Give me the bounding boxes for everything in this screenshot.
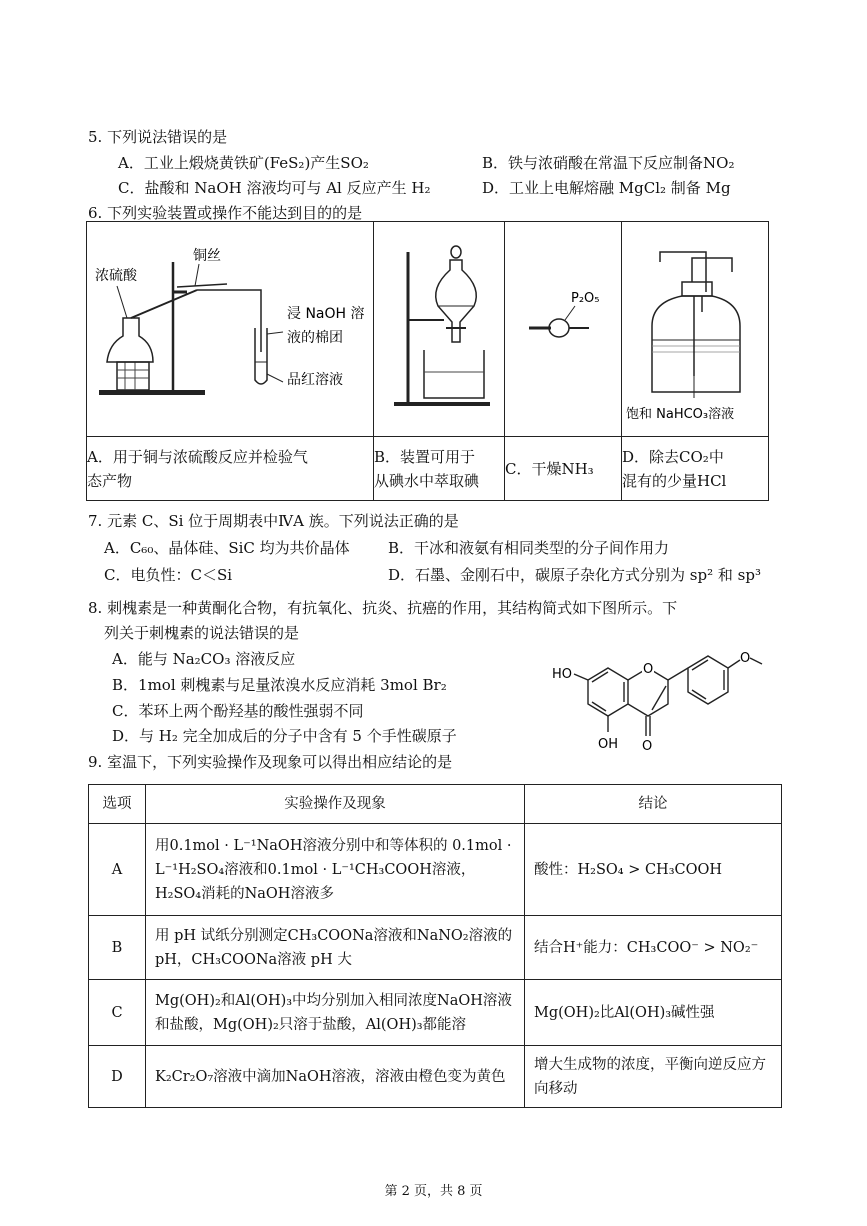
label-naoh-cotton-1: 浸 NaOH 溶 bbox=[287, 306, 365, 322]
label-nahco3: 饱和 NaHCO₃溶液 bbox=[626, 407, 735, 422]
q6-apparatus-table bbox=[86, 221, 769, 501]
q7-option-d: D．石墨、金刚石中，碳原子杂化方式分别为 sp² 和 sp³ bbox=[388, 566, 761, 584]
page-footer: 第 2 页，共 8 页 bbox=[384, 1184, 483, 1199]
q8-option-b: B．1mol 刺槐素与足量浓溴水反应消耗 3mol Br₂ bbox=[112, 676, 447, 694]
apparatus-b-cell bbox=[374, 222, 505, 437]
table-row bbox=[89, 1046, 782, 1108]
q5-option-d: D．工业上电解熔融 MgCl₂ 制备 Mg bbox=[482, 179, 731, 197]
separatory-funnel-diagram bbox=[374, 222, 504, 432]
header-conclusion: 结论 bbox=[525, 785, 782, 824]
row-conclusion: 增大生成物的浓度，平衡向逆反应方向移动 bbox=[525, 1046, 782, 1108]
gas-washing-bottle-diagram bbox=[622, 222, 768, 432]
row-option: D bbox=[89, 1046, 146, 1108]
label-p2o5: P₂O₅ bbox=[571, 291, 600, 306]
label-oh: OH bbox=[598, 737, 619, 752]
acacetin-structure-diagram bbox=[550, 640, 766, 758]
label-magenta-solution: 品红溶液 bbox=[287, 372, 343, 388]
caption-a: A．用于铜与浓硫酸反应并检验气 态产物 bbox=[87, 437, 374, 501]
q8-option-a: A．能与 Na₂CO₃ 溶液反应 bbox=[112, 650, 296, 668]
header-option: 选项 bbox=[89, 785, 146, 824]
q9-stem: 9. 室温下，下列实验操作及现象可以得出相应结论的是 bbox=[88, 753, 453, 771]
q7-stem: 7. 元素 C、Si 位于周期表中ⅣA 族。下列说法正确的是 bbox=[88, 512, 459, 530]
row-operation: 用 pH 试纸分别测定CH₃COONa溶液和NaNO₂溶液的 pH，CH₃COONa溶液 pH 大 bbox=[146, 916, 525, 980]
q9-table bbox=[88, 784, 782, 1108]
copper-acid-apparatus-diagram bbox=[87, 222, 373, 432]
q7-option-c: C．电负性：C＜Si bbox=[104, 566, 233, 584]
table-row bbox=[89, 980, 782, 1046]
caption-b: B．装置可用于 从碘水中萃取碘 bbox=[374, 437, 505, 501]
row-conclusion: 酸性：H₂SO₄ > CH₃COOH bbox=[525, 824, 782, 916]
label-methoxy-oxygen: O bbox=[740, 651, 751, 666]
q8-option-d: D．与 H₂ 完全加成后的分子中含有 5 个手性碳原子 bbox=[112, 727, 457, 745]
table-row bbox=[89, 824, 782, 916]
label-keto-oxygen: O bbox=[642, 739, 653, 754]
q5-option-a: A．工业上煅烧黄铁矿(FeS₂)产生SO₂ bbox=[118, 154, 369, 172]
label-copper-wire: 铜丝 bbox=[193, 248, 221, 264]
row-option: A bbox=[89, 824, 146, 916]
q5-option-c: C．盐酸和 NaOH 溶液均可与 Al 反应产生 H₂ bbox=[118, 179, 431, 197]
header-operation: 实验操作及现象 bbox=[146, 785, 525, 824]
label-conc-sulfuric-acid: 浓硫酸 bbox=[95, 268, 137, 284]
row-operation: 用0.1mol · L⁻¹NaOH溶液分别中和等体积的 0.1mol · L⁻¹H₂SO₄溶液和0.1mol · L⁻¹CH₃COOH溶液，H₂SO₄消耗的NaOH溶液多 bbox=[146, 824, 525, 916]
q7-option-a: A．C₆₀、晶体硅、SiC 均为共价晶体 bbox=[104, 539, 350, 557]
row-conclusion: Mg(OH)₂比Al(OH)₃碱性强 bbox=[525, 980, 782, 1046]
label-ring-oxygen: O bbox=[643, 662, 654, 677]
q6-stem: 6. 下列实验装置或操作不能达到目的的是 bbox=[88, 204, 363, 222]
caption-d: D．除去CO₂中 混有的少量HCl bbox=[622, 437, 769, 501]
q5-option-b: B．铁与浓硝酸在常温下反应制备NO₂ bbox=[482, 154, 735, 172]
q7-option-b: B．干冰和液氨有相同类型的分子间作用力 bbox=[388, 539, 670, 557]
table-row bbox=[89, 916, 782, 980]
caption-c: C．干燥NH₃ bbox=[505, 437, 622, 501]
q8-stem-line1: 8. 刺槐素是一种黄酮化合物，有抗氧化、抗炎、抗癌的作用，其结构简式如下图所示。下 bbox=[88, 599, 678, 617]
apparatus-c-cell bbox=[505, 222, 622, 437]
drying-tube-diagram bbox=[505, 222, 621, 432]
q8-stem-line2: 列关于刺槐素的说法错误的是 bbox=[104, 624, 300, 642]
q8-option-c: C．苯环上两个酚羟基的酸性强弱不同 bbox=[112, 702, 364, 720]
label-naoh-cotton-2: 液的棉团 bbox=[287, 330, 343, 346]
label-ho: HO bbox=[552, 667, 573, 682]
apparatus-d-cell bbox=[622, 222, 769, 437]
q5-stem: 5. 下列说法错误的是 bbox=[88, 128, 228, 146]
apparatus-a-cell bbox=[87, 222, 374, 437]
row-operation: K₂Cr₂O₇溶液中滴加NaOH溶液，溶液由橙色变为黄色 bbox=[146, 1046, 525, 1108]
row-option: B bbox=[89, 916, 146, 980]
row-conclusion: 结合H⁺能力：CH₃COO⁻ > NO₂⁻ bbox=[525, 916, 782, 980]
row-operation: Mg(OH)₂和Al(OH)₃中均分别加入相同浓度NaOH溶液和盐酸，Mg(OH)₂只溶于盐酸，Al(OH)₃都能溶 bbox=[146, 980, 525, 1046]
row-option: C bbox=[89, 980, 146, 1046]
